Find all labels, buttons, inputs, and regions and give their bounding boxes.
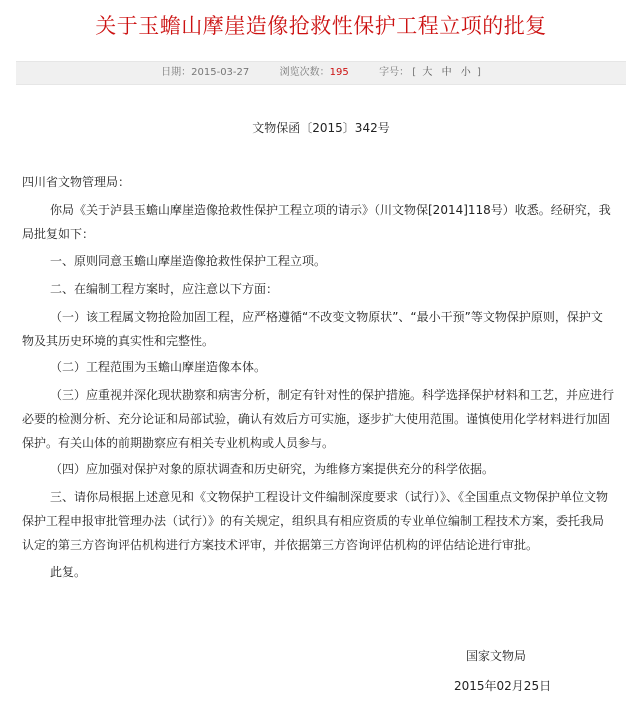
paragraph-intro: 你局《关于泸县玉蟾山摩崖造像抢救性保护工程立项的请示》（川文物保[2014]118号）收悉。经研究，我局批复如下： (22, 203, 611, 241)
paragraph-item-3: 三、请你局根据上述意见和《文物保护工程设计文件编制深度要求（试行）》、《全国重点文物保护单位文物保护工程申报审批管理办法（试行）》的有关规定，组织具有相应资质的专业单位编制工程技术方案，委托我局认定的第三方咨询评估机构进行方案技术评审，并依据第三方咨询评估机构的评估结论进行审批。 (22, 490, 609, 552)
paragraph-item-2: 二、在编制工程方案时，应注意以下方面： (50, 282, 279, 296)
date-value: 2015-03-27 (191, 67, 250, 78)
paragraph-sub-3: （三）应重视并深化现状勘察和病害分析，制定有针对性的保护措施。科学选择保护材料和工艺，并应进行必要的检测分析、充分论证和局部试验，确认有效后方可实施，逐步扩大使用范围。谨慎使用化学材料进行加固保护。有关山体的前期勘察应有相关专业机构或人员参与。 (22, 388, 615, 450)
fontsize-label: 字号： (379, 67, 410, 78)
paragraph-sub-4: （四）应加强对保护对象的原状调查和历史研究，为维修方案提供充分的科学依据。 (50, 462, 495, 476)
bracket-close: ] (476, 67, 481, 78)
bracket-open: [ (412, 67, 417, 78)
document-number: 文物保函〔2015〕342号 (252, 121, 390, 135)
paragraph-item-1: 一、原则同意玉蟾山摩崖造像抢救性保护工程立项。 (50, 254, 327, 268)
views-label: 浏览次数： (279, 67, 330, 78)
recipient: 四川省文物管理局： (22, 175, 131, 189)
paragraph-sub-2: （二）工程范围为玉蟾山摩崖造像本体。 (50, 360, 267, 374)
font-size-small-button[interactable]: 小 (460, 67, 471, 78)
page-title: 关于玉蟾山摩崖造像抢救性保护工程立项的批复 (95, 14, 547, 38)
font-size-medium-button[interactable]: 中 (441, 67, 452, 78)
date-label: 日期： (161, 67, 192, 78)
paragraph-closing: 此复。 (50, 565, 87, 579)
paragraph-sub-1: （一）该工程属文物抢险加固工程，应严格遵循“不改变文物原状”、“最小干预”等文物保护原则，保护文物及其历史环境的真实性和完整性。 (22, 310, 603, 348)
font-size-large-button[interactable]: 大 (422, 67, 433, 78)
signature-org: 国家文物局 (466, 649, 527, 663)
signature-date: 2015年02月25日 (454, 679, 552, 693)
meta-bar (16, 61, 626, 85)
views-count: 195 (329, 67, 349, 78)
